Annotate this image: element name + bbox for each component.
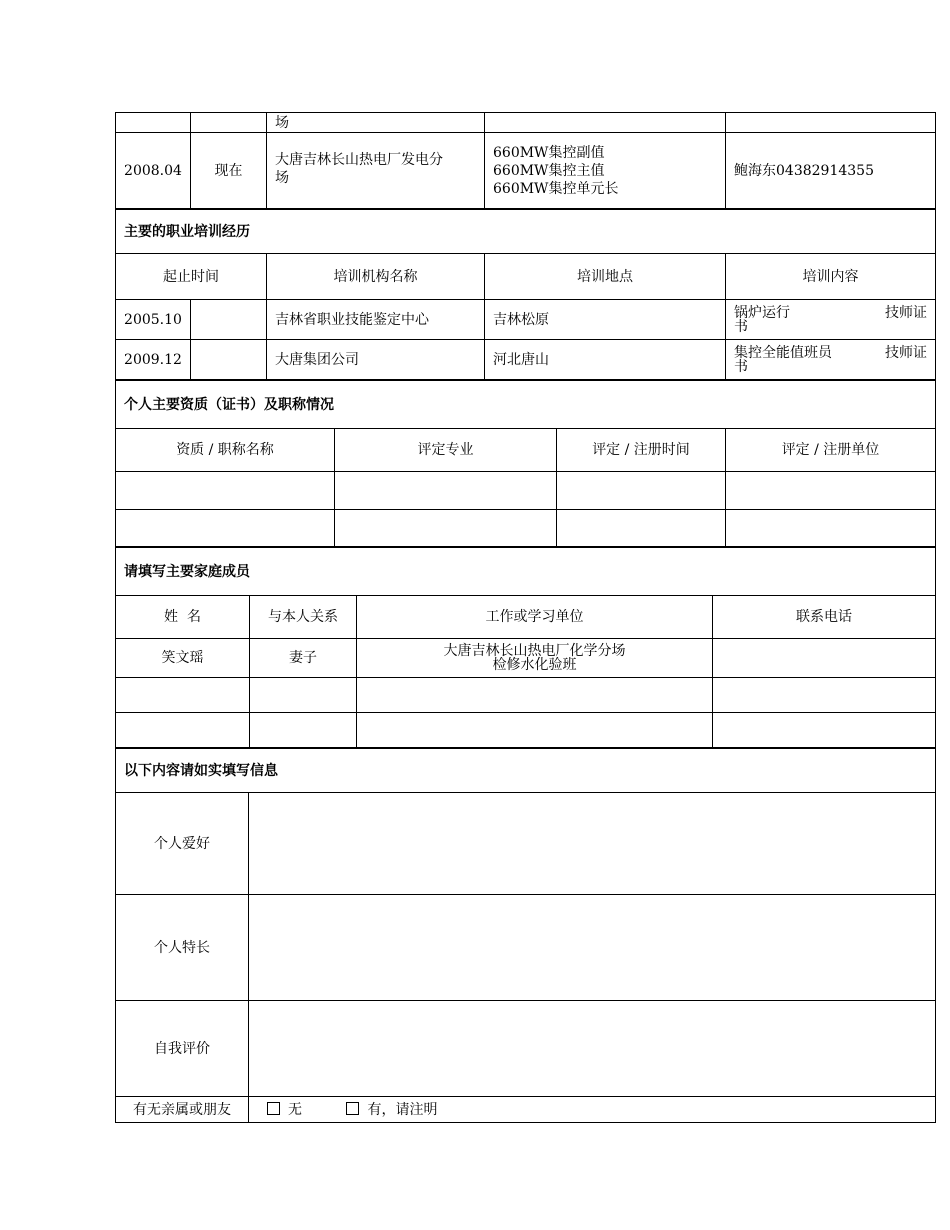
column-header: 资质 / 职称名称	[116, 429, 335, 472]
qualification-date-cell[interactable]	[557, 472, 726, 510]
resume-form	[115, 112, 935, 1123]
section-header-row	[116, 749, 936, 793]
work-reference-cell	[726, 113, 936, 133]
info-table	[115, 748, 936, 1123]
qualification-table	[115, 380, 936, 547]
qualification-unit-cell[interactable]	[726, 510, 936, 547]
table-row	[116, 895, 936, 1001]
family-relation-cell[interactable]	[250, 713, 357, 748]
work-position-cell	[485, 113, 726, 133]
work-history-table	[115, 112, 936, 209]
column-header: 评定专业	[335, 429, 557, 472]
work-end-cell	[191, 113, 267, 133]
table-row	[116, 639, 936, 678]
section-header-row	[116, 548, 936, 596]
table-row	[116, 113, 936, 133]
qualification-name-cell[interactable]	[116, 472, 335, 510]
table-row	[116, 300, 936, 340]
qualification-date-cell[interactable]	[557, 510, 726, 547]
option-yes[interactable]: 有，请注明	[346, 1102, 437, 1118]
work-reference-cell: 鲍海东04382914355	[726, 133, 936, 209]
training-content-cell: 锅炉运行 技师证 书	[726, 300, 936, 340]
table-row	[116, 472, 936, 510]
section-header-row	[116, 381, 936, 429]
training-place-cell: 河北唐山	[485, 340, 726, 380]
hobby-label: 个人爱好	[116, 793, 249, 895]
table-row	[116, 133, 936, 209]
qualification-major-cell[interactable]	[335, 472, 557, 510]
work-end-cell: 现在	[191, 133, 267, 209]
work-start-cell: 2008.04	[116, 133, 191, 209]
family-section-title: 请填写主要家庭成员	[116, 548, 936, 596]
family-table	[115, 547, 936, 748]
info-section-title: 以下内容请如实填写信息	[116, 749, 936, 793]
column-header: 评定 / 注册时间	[557, 429, 726, 472]
column-header: 培训地点	[485, 254, 726, 300]
table-row	[116, 510, 936, 547]
work-position-cell: 660MW集控副值 660MW集控主值 660MW集控单元长	[485, 133, 726, 209]
work-company-cell: 场	[267, 113, 485, 133]
table-row	[116, 1001, 936, 1097]
self-evaluation-label: 自我评价	[116, 1001, 249, 1097]
family-name-cell[interactable]	[116, 678, 250, 713]
relatives-options	[249, 1097, 936, 1123]
family-name-cell: 笑文瑶	[116, 639, 250, 678]
training-content-cell: 集控全能值班员 技师证 书	[726, 340, 936, 380]
qualification-section-title: 个人主要资质（证书）及职称情况	[116, 381, 936, 429]
family-unit-cell: 大唐吉林长山热电厂化学分场 检修水化验班	[357, 639, 713, 678]
table-header-row	[116, 596, 936, 639]
table-row	[116, 713, 936, 748]
table-row	[116, 793, 936, 895]
training-start-cell: 2009.12	[116, 340, 191, 380]
checkbox-icon[interactable]	[267, 1102, 280, 1115]
family-phone-cell[interactable]	[713, 713, 936, 748]
family-relation-cell: 妻子	[250, 639, 357, 678]
work-start-cell	[116, 113, 191, 133]
table-row	[116, 678, 936, 713]
column-header: 联系电话	[713, 596, 936, 639]
table-header-row	[116, 254, 936, 300]
column-header: 培训机构名称	[267, 254, 485, 300]
qualification-major-cell[interactable]	[335, 510, 557, 547]
checkbox-icon[interactable]	[346, 1102, 359, 1115]
hobby-field[interactable]	[249, 793, 936, 895]
family-relation-cell[interactable]	[250, 678, 357, 713]
training-end-cell	[191, 340, 267, 380]
specialty-field[interactable]	[249, 895, 936, 1001]
column-header: 与本人关系	[250, 596, 357, 639]
section-header-row	[116, 210, 936, 254]
table-row	[116, 1097, 936, 1123]
column-header: 工作或学习单位	[357, 596, 713, 639]
training-section-title: 主要的职业培训经历	[116, 210, 936, 254]
qualification-unit-cell[interactable]	[726, 472, 936, 510]
training-org-cell: 吉林省职业技能鉴定中心	[267, 300, 485, 340]
table-header-row	[116, 429, 936, 472]
family-unit-cell[interactable]	[357, 713, 713, 748]
column-header: 姓 名	[116, 596, 250, 639]
relatives-label: 有无亲属或朋友	[116, 1097, 249, 1123]
table-row	[116, 340, 936, 380]
column-header: 培训内容	[726, 254, 936, 300]
family-name-cell[interactable]	[116, 713, 250, 748]
family-unit-cell[interactable]	[357, 678, 713, 713]
work-company-cell: 大唐吉林长山热电厂发电分 场	[267, 133, 485, 209]
training-start-cell: 2005.10	[116, 300, 191, 340]
self-evaluation-field[interactable]	[249, 1001, 936, 1097]
family-phone-cell[interactable]	[713, 678, 936, 713]
family-phone-cell[interactable]	[713, 639, 936, 678]
specialty-label: 个人特长	[116, 895, 249, 1001]
column-header: 起止时间	[116, 254, 267, 300]
training-end-cell	[191, 300, 267, 340]
training-org-cell: 大唐集团公司	[267, 340, 485, 380]
qualification-name-cell[interactable]	[116, 510, 335, 547]
training-table	[115, 209, 936, 380]
column-header: 评定 / 注册单位	[726, 429, 936, 472]
training-place-cell: 吉林松原	[485, 300, 726, 340]
option-no[interactable]: 无	[267, 1102, 302, 1118]
